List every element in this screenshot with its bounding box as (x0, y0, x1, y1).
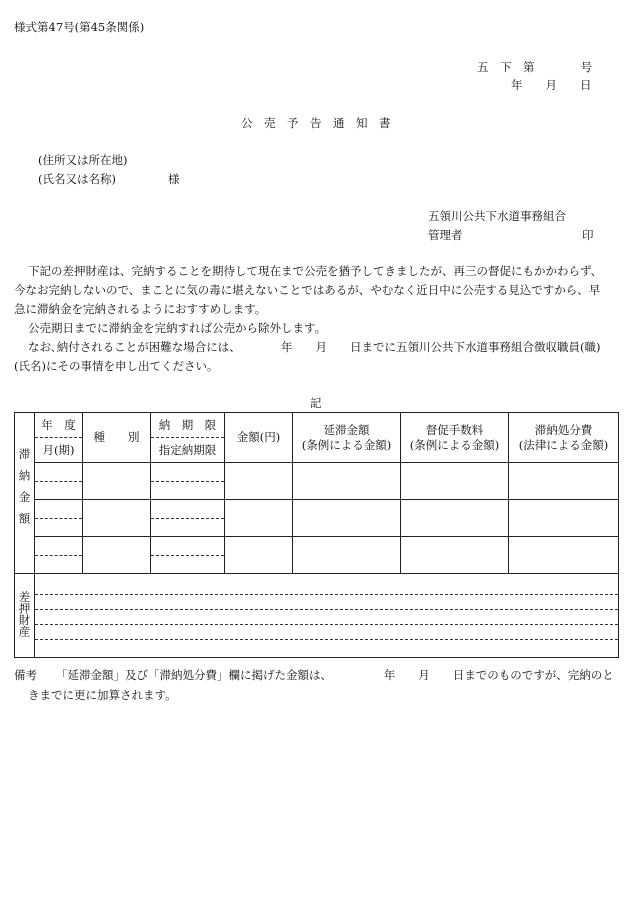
sender-organization: 五領川公共下水道事務組合 (428, 209, 566, 223)
cell-amount-3 (225, 537, 293, 574)
header-month-period: 月(期) (35, 438, 83, 463)
cell-due-2 (151, 500, 225, 519)
cell-month-1 (35, 482, 83, 500)
sender-title: 管理者 (428, 228, 463, 242)
cell-dunning-fee-3 (401, 537, 509, 574)
delinquency-table (14, 412, 619, 658)
cell-month-3 (35, 556, 83, 574)
body-p2: 公売期日までに滞納金を完納すれば公売から除外します。 (28, 321, 327, 335)
seized-property-line-1 (35, 580, 618, 595)
cell-dunning-fee-1 (401, 463, 509, 500)
cell-dunning-fee-2 (401, 500, 509, 537)
document-title: 公 売 予 告 通 知 書 (241, 116, 391, 130)
header-dunning-fee: 督促手数料 (条例による金額) (401, 413, 509, 463)
cell-disposal-fee-3 (509, 537, 619, 574)
cell-designated-due-1 (151, 482, 225, 500)
seized-property-section-label: 差押財産 (15, 574, 35, 658)
header-late-fee: 延滞金額 (条例による金額) (293, 413, 401, 463)
recipient-address-label: (住所又は所在地) (38, 153, 128, 167)
remarks-line-1: 「延滞金額」及び「滞納処分費」欄に掲げた金額は、 年 月 日までのものですが、完納のと (56, 668, 614, 682)
cell-due-1 (151, 463, 225, 482)
body-p3-line1: なお､納付されることが困難な場合には、 年 月 日までに五領川公共下水道事務組合徴収職員(職) (28, 340, 601, 354)
document-date: 年 月 日 (511, 78, 592, 92)
body-p1-line1: 下記の差押財産は、完納することを期待して現在まで公売を猶予してきましたが、再三の督促にもかかわらず、 (28, 264, 603, 278)
body-paragraph-1 (14, 262, 618, 376)
cell-amount-1 (225, 463, 293, 500)
cell-year-1 (35, 463, 83, 482)
header-due-date: 納 期 限 (151, 413, 225, 438)
recipient-honorific: 様 (168, 172, 180, 186)
seized-property-line-3 (35, 610, 618, 625)
body-p1-line3: 急に滞納金を完納されるようにおすすめします。 (14, 302, 267, 316)
form-number: 様式第47号(第45条関係) (14, 20, 145, 34)
cell-late-fee-1 (293, 463, 401, 500)
cell-amount-2 (225, 500, 293, 537)
cell-due-3 (151, 537, 225, 556)
remarks-label: 備考 (14, 668, 37, 682)
header-designated-due-date: 指定納期限 (151, 438, 225, 463)
cell-year-2 (35, 500, 83, 519)
cell-disposal-fee-2 (509, 500, 619, 537)
header-type: 種 別 (83, 413, 151, 463)
header-disposal-fee: 滞納処分費 (法律による金額) (509, 413, 619, 463)
ki-heading: 記 (310, 396, 322, 410)
body-p3-line2: (氏名)にその事情を申し出てください。 (14, 359, 219, 373)
recipient-name-label: (氏名又は名称) (38, 172, 116, 186)
cell-late-fee-3 (293, 537, 401, 574)
seized-property-description (35, 574, 619, 658)
seized-property-line-2 (35, 595, 618, 610)
cell-disposal-fee-1 (509, 463, 619, 500)
cell-late-fee-2 (293, 500, 401, 537)
header-fiscal-year: 年 度 (35, 413, 83, 438)
cell-designated-due-2 (151, 519, 225, 537)
body-p1-line2: 今なお完納しないので、まことに気の毒に堪えないことではあるが、やむなく近日中に公売する見込ですから、早 (14, 283, 601, 297)
cell-designated-due-3 (151, 556, 225, 574)
delinquent-amount-section-label: 滞納金額 (15, 413, 35, 574)
sender-seal: 印 (582, 228, 594, 242)
seized-property-line-4 (35, 625, 618, 640)
header-amount: 金額(円) (225, 413, 293, 463)
cell-year-3 (35, 537, 83, 556)
cell-type-2 (83, 500, 151, 537)
cell-month-2 (35, 519, 83, 537)
remarks-line-2: きまでに更に加算されます。 (28, 688, 177, 702)
cell-type-1 (83, 463, 151, 500)
document-reference-number: 五 下 第 号 (477, 60, 592, 74)
cell-type-3 (83, 537, 151, 574)
